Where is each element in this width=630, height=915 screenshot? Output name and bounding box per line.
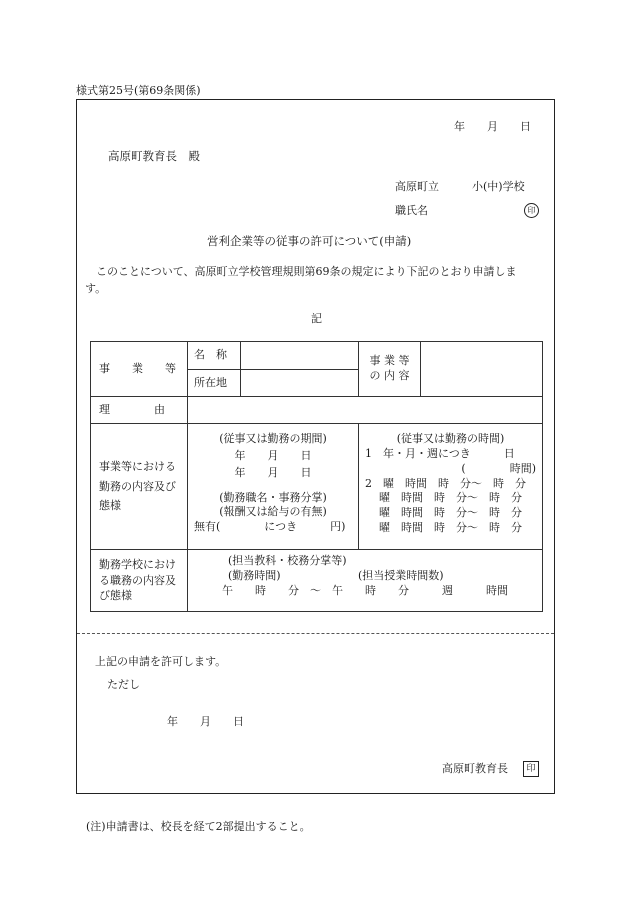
application-date: 年 月 日: [454, 120, 531, 133]
applicant-name-label: 職氏名: [395, 204, 428, 217]
work-label: 事業等における 勤務の内容及び 態様: [91, 424, 188, 550]
work-period-cell[interactable]: (従事又は勤務の期間) 年 月 日 年 月 日 (勤務職名・事務分掌) (報酬又は給与の有無) 無有( につき 円): [188, 424, 359, 550]
body-text-line2: す。: [85, 282, 107, 295]
application-table: [90, 341, 543, 612]
name-label: 名 称: [188, 342, 241, 370]
business-label: 事 業 等: [91, 342, 188, 397]
approval-signer: 高原町教育長: [442, 762, 508, 775]
seal-icon: 印: [523, 761, 539, 777]
approval-tadashi: ただし: [107, 678, 140, 691]
form-number: 様式第25号(第69条関係): [76, 84, 201, 97]
school-work-cell[interactable]: (担当教科・校務分掌等) (勤務時間) (担当授業時間数) 午 時 分 〜 午 時 分 週 時間: [188, 550, 543, 612]
school-work-label: 勤務学校におけ る職務の内容及 び態様: [91, 550, 188, 612]
ki-heading: 記: [311, 312, 322, 325]
seal-icon: 印: [524, 203, 539, 218]
approval-date: 年 月 日: [167, 715, 244, 728]
content-label: 事 業 等 の 内 容: [359, 342, 421, 397]
applicant-school: 高原町立 小(中)学校: [395, 180, 525, 193]
approval-text: 上記の申請を許可します。: [95, 655, 227, 668]
reason-field[interactable]: [188, 397, 543, 424]
content-field[interactable]: [421, 342, 543, 397]
address-label: 所在地: [188, 370, 241, 397]
reason-label: 理 由: [91, 397, 188, 424]
body-text-line1: このことについて、高原町立学校管理規則第69条の規定により下記のとおり申請しま: [85, 265, 517, 278]
address-field[interactable]: [241, 370, 359, 397]
separator-line: [77, 633, 554, 634]
footnote: (注)申請書は、校長を経て2部提出すること。: [86, 820, 311, 833]
name-field[interactable]: [241, 342, 359, 370]
addressee: 高原町教育長 殿: [108, 149, 200, 163]
document-title: 営利企業等の従事の許可について(申請): [207, 234, 412, 248]
work-time-cell[interactable]: (従事又は勤務の時間) 1 年・月・週につき 日 ( 時間) 2 曜 時間 時 分〜 時 分 曜 時間 時 分〜 時 分 曜 時間 時 分〜 時 分 曜 時間 時 分〜 時 分: [359, 424, 543, 550]
